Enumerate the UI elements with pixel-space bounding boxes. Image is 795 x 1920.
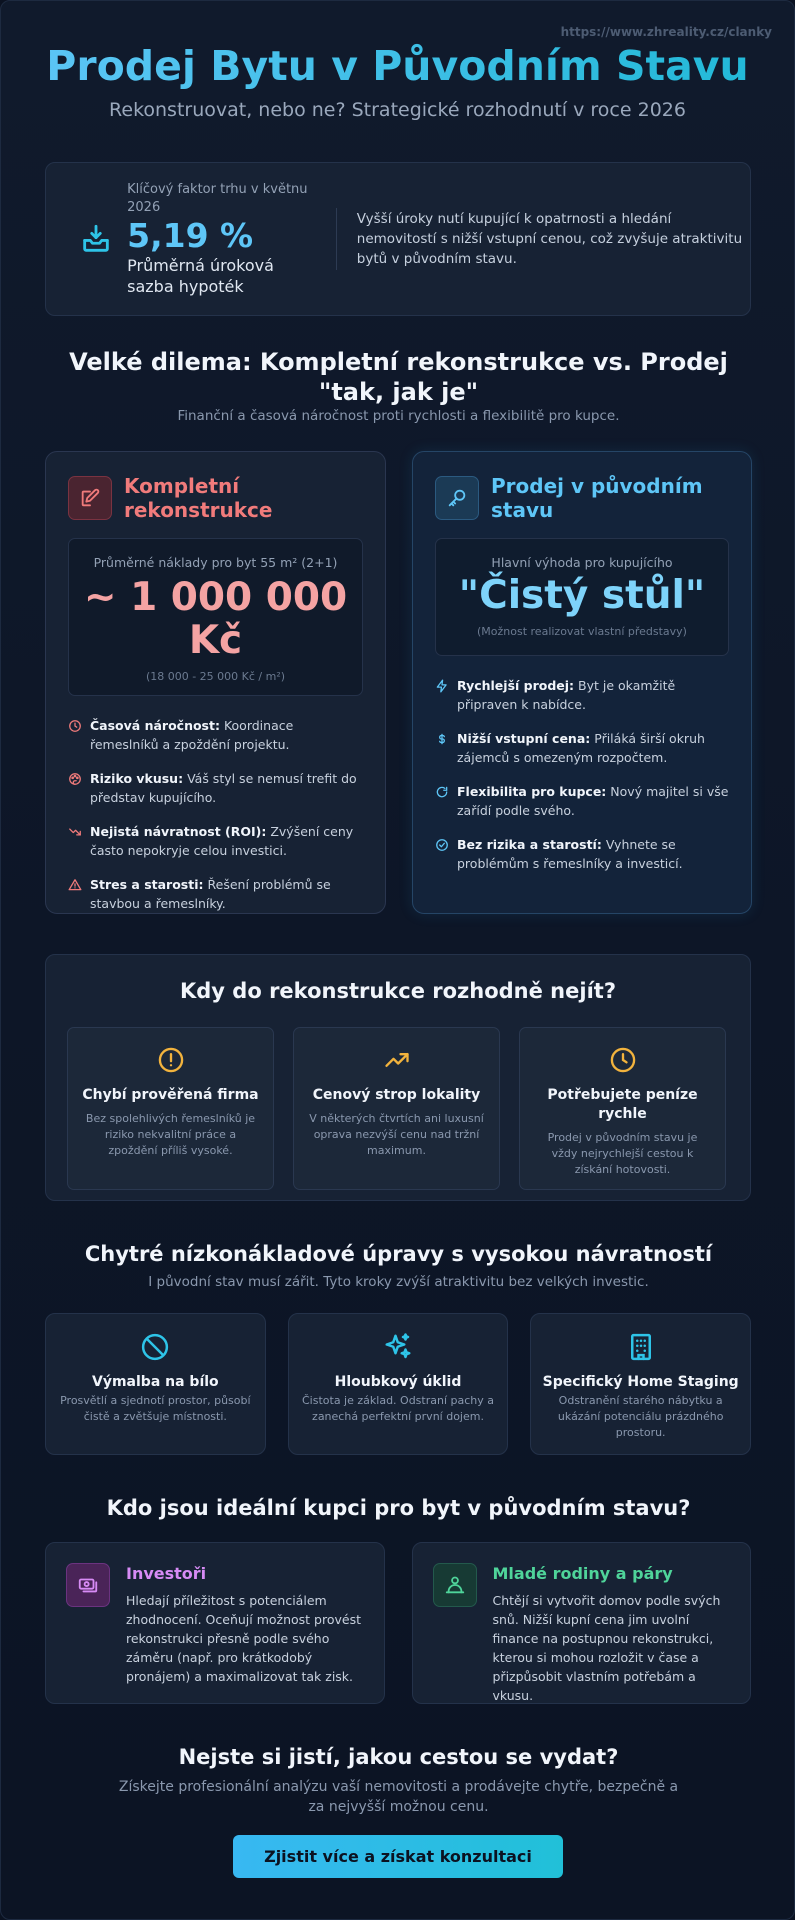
lightning-icon [435,676,457,714]
item-title: Stres a starosti: [90,877,204,892]
list-item [68,716,363,754]
upgrades-subtitle: I původní stav musí zářit. Tyto kroky zvýší atraktivitu bez velkých investic. [148,1274,649,1290]
refresh-icon [435,782,457,820]
family-icon [433,1563,477,1607]
list-item [435,729,729,767]
advantage-value: "Čistý stůl" [458,573,706,618]
consultation-button[interactable]: Zjistit více a získat konzultaci [233,1835,563,1878]
when-title: Kdy do rekonstrukce rozhodně nejít? [180,979,616,1003]
buyer-title: Mladé rodiny a páry [492,1564,673,1583]
item-text: Nový majitel si vše zařídí podle svého. [457,784,729,818]
item-title: Riziko vkusu: [90,771,184,786]
page-title: Prodej Bytu v Původním Stavu [1,41,794,91]
buyer-text: Hledají příležitost s potenciálem zhodnocení. Oceňují možnost provést rekonstrukci přesně podle svého záměru (např. pro krátkodobý pronájem) a maximalizovat tak zisk. [126,1593,361,1684]
palette-icon [68,769,90,807]
divider [336,208,337,270]
buyer-card [412,1542,752,1704]
item-text: Byt je okamžitě připraven k nabídce. [457,678,676,712]
renovation-title: Kompletní rekonstrukce [124,474,273,522]
stat-label: Klíčový faktor trhu v květnu 2026 [127,182,308,215]
item-text: Řešení problémů se stavbou a řemeslníky. [90,877,331,911]
when-card-title: Potřebujete peníze rychle [547,1087,698,1122]
upgrades-title: Chytré nízkonákladové úpravy s vysokou návratností [84,1242,713,1266]
list-item [68,822,363,860]
source-url[interactable]: https://www.zhreality.cz/clanky [560,25,772,39]
when-card [67,1027,274,1190]
upgrade-card [45,1313,266,1455]
list-item [435,676,729,714]
buyer-text: Chtějí si vytvořit domov podle svých snů. Nižší kupní cena jim uvolní finance na postupnou rekonstrukci, kterou si mohou rozložit v čase a přizpůsobit vlastním potřebám a vkusu. [492,1593,721,1703]
upgrade-title: Hloubkový úklid [334,1374,462,1390]
cost-value: ~ 1 000 000 Kč [83,575,348,663]
trend-up-icon [294,1046,499,1078]
item-text: Zvýšení ceny často nepokryje celou investici. [90,824,354,858]
dilemma-title: Velké dilema: Kompletní rekonstrukce vs. Prodej "tak, jak je" [69,348,728,406]
dollar-icon [435,729,457,767]
renovation-column [45,451,386,914]
item-title: Flexibilita pro kupce: [457,784,607,799]
upgrade-title: Výmalba na bílo [92,1374,219,1390]
buyer-title: Investoři [126,1564,207,1583]
building-icon [531,1332,750,1366]
upgrade-card [288,1313,509,1455]
warning-icon [68,875,90,913]
advantage-note: (Možnost realizovat vlastní představy) [477,625,687,638]
item-title: Časová náročnost: [90,718,220,733]
upgrade-text: Prosvětlí a sjednotí prostor, působí čistě a zvětšuje místnosti. [60,1394,251,1423]
cost-label: Průměrné náklady pro byt 55 m² (2+1) [93,555,338,570]
item-title: Rychlejší prodej: [457,678,575,693]
when-card-title: Cenový strop lokality [312,1087,481,1103]
upgrades-grid [45,1313,751,1455]
when-card [293,1027,500,1190]
buyers-grid [45,1542,751,1704]
when-card [519,1027,726,1190]
dilemma-subtitle: Finanční a časová náročnost proti rychlosti a flexibilitě pro kupce. [177,408,620,424]
item-text: Přiláká širší okruh zájemců s omezeným rozpočtem. [457,731,705,765]
cta-subtitle: Získejte profesionální analýzu vaší nemovitosti a prodávejte chytře, bezpečně a za nejvyšší možnou cenu. [118,1779,679,1815]
stat-value: 5,19 % [127,216,254,255]
item-text: Vyhnete se problémům s řemeslníky a investicí. [457,837,683,871]
item-text: Váš styl se nemusí trefit do představ kupujícího. [90,771,357,805]
trend-down-icon [68,822,90,860]
inbox-download-icon [70,222,121,256]
edit-icon [68,476,112,520]
list-item [68,875,363,913]
renovation-cost-box [68,538,363,696]
as-is-column [412,451,752,914]
clock-icon [68,716,90,754]
key-icon [435,476,479,520]
list-item [435,782,729,820]
no-entry-icon [46,1332,265,1366]
cta-title: Nejste si jistí, jakou cestou se vydat? [178,1745,619,1769]
cost-note: (18 000 - 25 000 Kč / m²) [145,670,286,683]
item-title: Bez rizika a starostí: [457,837,602,852]
clock-icon [520,1046,725,1078]
as-is-title: Prodej v původním stavu [491,474,703,522]
list-item [68,769,363,807]
stat-description: Průměrná úroková sazba hypoték [127,256,274,296]
item-title: Nižší vstupní cena: [457,731,591,746]
when-card-text: Bez spolehlivých řemeslníků je riziko nekvalitní práce a zpoždění příliš vysoké. [85,1112,256,1157]
when-card-text: Prodej v původním stavu je vždy nejrychlejší cestou k získání hotovosti. [547,1131,698,1176]
as-is-advantage-box [435,538,729,656]
when-card-text: V některých čtvrtích ani luxusní oprava nezvýší cenu nad tržní maximum. [309,1112,484,1157]
item-title: Nejistá návratnost (ROI): [90,824,267,839]
alert-circle-icon [68,1046,273,1078]
buyer-card [45,1542,385,1704]
page-subtitle: Rekonstruovat, nebo ne? Strategické rozhodnutí v roce 2026 [109,99,686,121]
upgrade-card [530,1313,751,1455]
hero [1,1,794,121]
when-card-title: Chybí prověřená firma [82,1087,259,1103]
money-icon [66,1563,110,1607]
key-stat-card [45,162,751,316]
when-not-section [45,954,751,1201]
upgrade-text: Odstranění starého nábytku a ukázání potenciálu prázdného prostoru. [557,1394,724,1439]
stat-text: Vyšší úroky nutí kupující k opatrnosti a hledání nemovitostí s nižší vstupní cenou, což zvyšuje atraktivitu bytů v původním stavu. [356,211,743,267]
list-item [435,835,729,873]
buyers-title: Kdo jsou ideální kupci pro byt v původním stavu? [106,1496,691,1520]
advantage-label: Hlavní výhoda pro kupujícího [491,555,673,570]
check-circle-icon [435,835,457,873]
upgrade-text: Čistota je základ. Odstraní pachy a zanechá perfektní první dojem. [302,1394,495,1423]
sparkles-icon [289,1332,508,1366]
item-text: Koordinace řemeslníků a zpoždění projektu. [90,718,294,752]
upgrade-title: Specifický Home Staging [542,1374,739,1390]
